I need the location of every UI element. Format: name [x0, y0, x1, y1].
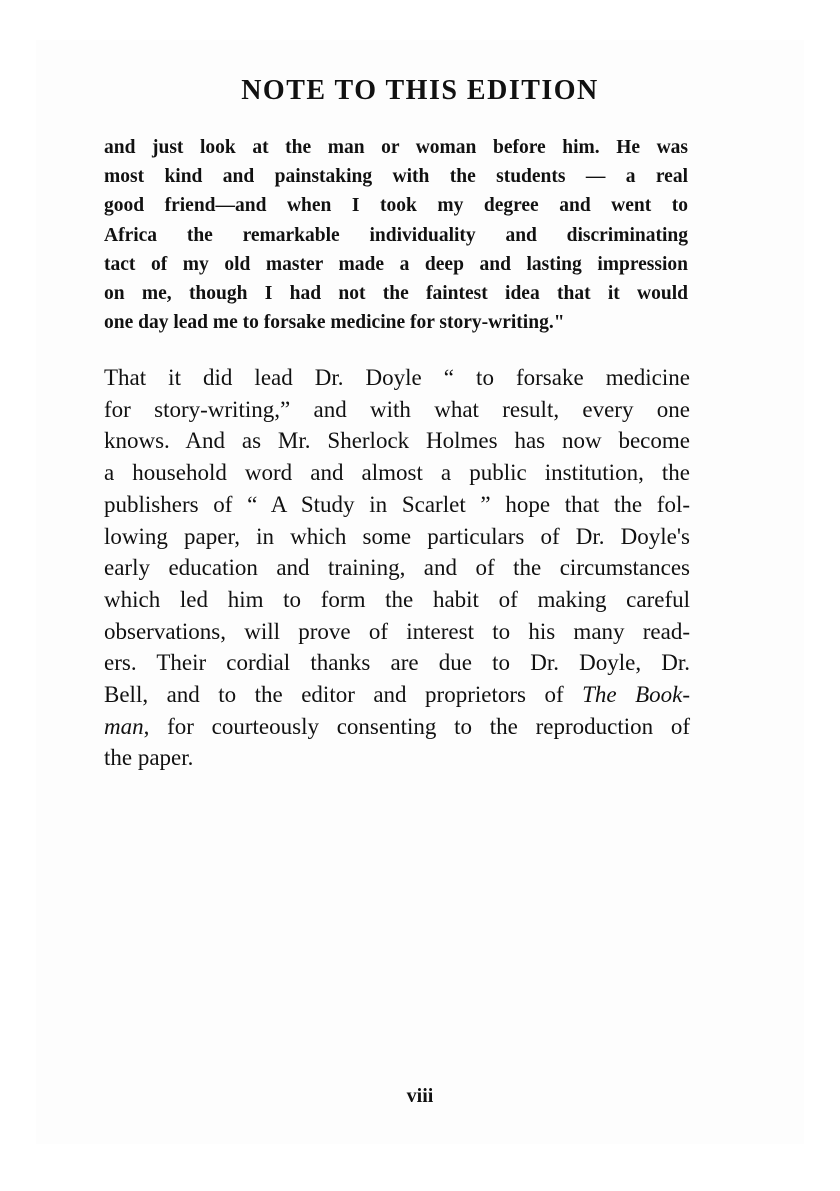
body-line: knows. And as Mr. Sherlock Holmes has now become: [104, 428, 690, 454]
body-line: That it did lead Dr. Doyle “ to forsake medicine: [104, 365, 690, 390]
body-line: the paper.: [104, 745, 194, 771]
quote-line: good friend—and when I took my degree and went to: [104, 195, 688, 217]
periodical-title: The Book-: [582, 682, 690, 708]
page-heading: NOTE TO THIS EDITION: [241, 75, 599, 106]
quote-line: tact of my old master made a deep and lasting impression: [104, 253, 688, 275]
quote-line: most kind and painstaking with the students — a real: [104, 166, 688, 188]
page-number: viii: [406, 1085, 434, 1107]
quote-paragraph: [104, 133, 688, 337]
body-line: which led him to form the habit of making careful: [104, 586, 690, 612]
quote-line: one day lead me to forsake medicine for story-writing.": [104, 312, 565, 334]
quote-line: and just look at the man or woman before him. He was: [104, 137, 688, 158]
body-line: lowing paper, in which some particulars of Dr. Doyle's: [104, 523, 690, 549]
body-line: a household word and almost a public institution, the: [104, 460, 690, 486]
body-line: Bell, and to the editor and proprietors of The Book-: [104, 682, 690, 708]
body-line: ers. Their cordial thanks are due to Dr. Doyle, Dr.: [104, 650, 690, 676]
periodical-title: man: [104, 713, 144, 739]
body-line: early education and training, and of the circumstances: [104, 555, 690, 581]
body-paragraph: [104, 362, 690, 774]
body-line: observations, will prove of interest to his many read-: [104, 618, 690, 644]
quote-line: Africa the remarkable individuality and discriminating: [104, 224, 688, 246]
body-line: for story-writing,” and with what result, every one: [104, 396, 690, 422]
body-line: publishers of “ A Study in Scarlet ” hope that the fol-: [104, 491, 690, 517]
body-line: man, for courteously consenting to the reproduction of: [104, 713, 690, 739]
quote-line: on me, though I had not the faintest idea that it would: [104, 283, 688, 305]
